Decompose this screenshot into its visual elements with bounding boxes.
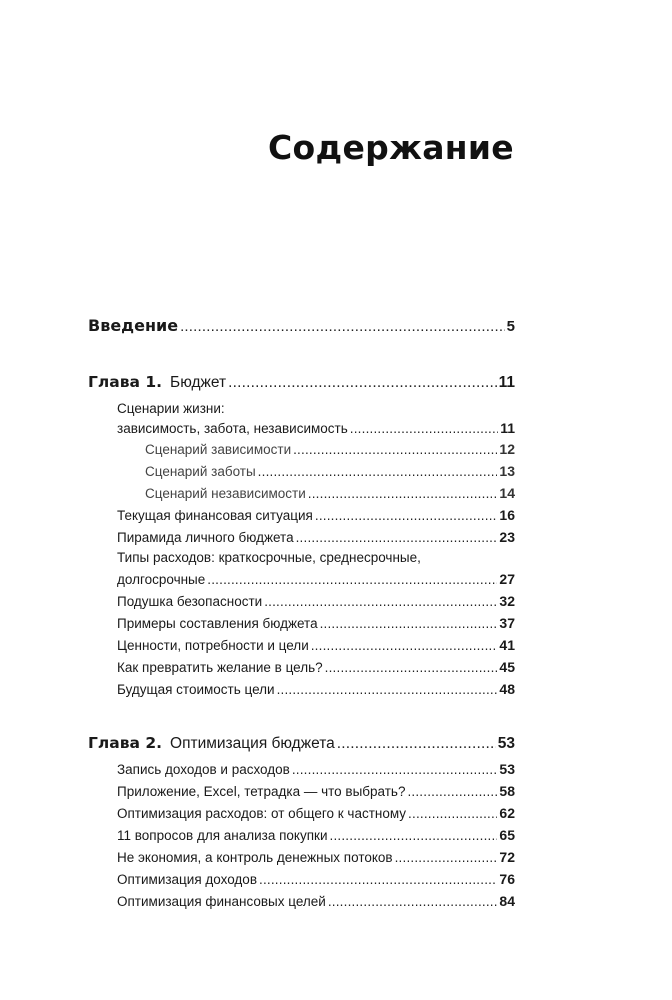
toc-entry-page: 72	[499, 849, 515, 865]
dot-leader	[407, 784, 497, 799]
toc-entry-page: 76	[499, 871, 515, 887]
toc-entry[interactable]	[117, 893, 515, 909]
toc-entry-label: Оптимизация доходов	[117, 872, 257, 887]
dot-leader	[315, 508, 498, 523]
toc-entry[interactable]	[117, 529, 515, 545]
toc-entry-label: Не экономия, а контроль денежных потоков	[117, 850, 393, 865]
dot-leader	[277, 682, 498, 697]
toc-entry-label: Текущая финансовая ситуация	[117, 508, 313, 523]
dot-leader	[328, 894, 498, 909]
toc-entry[interactable]	[117, 593, 515, 609]
toc-entry-label: долгосрочные	[117, 572, 206, 587]
toc-entry-page: 62	[499, 805, 515, 821]
toc-entry-label: Будущая стоимость цели	[117, 682, 275, 697]
toc-chapter-heading	[88, 734, 335, 753]
toc-chapter-2[interactable]	[88, 734, 515, 753]
toc-subentry[interactable]	[145, 441, 515, 457]
toc-entry[interactable]	[117, 420, 515, 436]
toc-entry-page: 37	[499, 615, 515, 631]
toc-entry-page: 58	[499, 783, 515, 799]
toc-entry-page: 13	[499, 463, 515, 479]
toc-entry-label: Ценности, потребности и цели	[117, 638, 309, 653]
toc-entry-page: 23	[499, 529, 515, 545]
toc-entry-page: 11	[498, 374, 515, 391]
toc-entry-label: зависимость, забота, независимость	[117, 421, 348, 436]
toc-chapter-heading	[88, 373, 226, 392]
chapter-title: Бюджет	[170, 374, 227, 391]
dot-leader	[337, 735, 496, 753]
toc-entry[interactable]	[117, 783, 515, 799]
dot-leader	[180, 318, 505, 335]
toc-entry[interactable]	[117, 871, 515, 887]
toc-entry-page: 65	[499, 827, 515, 843]
dot-leader	[350, 421, 498, 436]
toc-entry-page: 53	[497, 735, 515, 752]
toc-entry[interactable]	[117, 615, 515, 631]
dot-leader	[259, 872, 497, 887]
toc-entry-page: 16	[499, 507, 515, 523]
dot-leader	[325, 660, 498, 675]
toc-entry-label: Оптимизация расходов: от общего к частному	[117, 806, 407, 821]
toc-entry-label: Приложение, Excel, тетрадка — что выбрать?	[117, 784, 406, 799]
dot-leader	[311, 638, 498, 653]
dot-leader	[292, 762, 498, 777]
toc-entry[interactable]	[117, 507, 515, 523]
dot-leader	[207, 572, 497, 587]
toc-entry-page: 41	[499, 637, 515, 653]
toc-entry-label: Подушка безопасности	[117, 594, 263, 609]
toc-entry-label: Пирамида личного бюджета	[117, 530, 294, 545]
toc-entry-page: 48	[499, 681, 515, 697]
chapter-number: Глава 2.	[88, 734, 163, 752]
toc-entry-line1: Типы расходов: краткосрочные, среднесрочные,	[117, 550, 421, 565]
toc-entry-label: 11 вопросов для анализа покупки	[117, 828, 328, 843]
toc-entry-label: Примеры составления бюджета	[117, 616, 318, 631]
toc-entry[interactable]	[117, 681, 515, 697]
toc-entry[interactable]	[117, 849, 515, 865]
toc-entry-page: 53	[499, 761, 515, 777]
toc-entry[interactable]	[117, 659, 515, 675]
toc-entry-label: Сценарий заботы	[145, 464, 256, 479]
dot-leader	[296, 530, 498, 545]
toc-entry-page: 45	[499, 659, 515, 675]
dot-leader	[258, 464, 498, 479]
dot-leader	[395, 850, 498, 865]
toc-entry-page: 5	[506, 318, 515, 335]
chapter-title: Оптимизация бюджета	[170, 735, 335, 752]
dot-leader	[320, 616, 498, 631]
toc-entry-page: 11	[500, 420, 515, 436]
toc-entry-label: Как превратить желание в цель?	[117, 660, 323, 675]
dot-leader	[408, 806, 497, 821]
dot-leader	[330, 828, 498, 843]
toc-entry-label: Запись доходов и расходов	[117, 762, 290, 777]
toc-entry[interactable]	[117, 571, 515, 587]
toc-entry-label: Введение	[88, 316, 179, 335]
toc-entry-page: 12	[499, 441, 515, 457]
toc-entry[interactable]	[117, 637, 515, 653]
toc-entry-label: Оптимизация финансовых целей	[117, 894, 326, 909]
toc-entry-intro[interactable]	[88, 316, 515, 335]
toc-entry[interactable]	[117, 761, 515, 777]
toc-entry-label: Сценарий зависимости	[145, 442, 292, 457]
dot-leader	[264, 594, 497, 609]
chapter-number: Глава 1.	[88, 373, 163, 391]
dot-leader	[228, 374, 497, 392]
toc-entry[interactable]	[117, 805, 515, 821]
toc-entry-label: Сценарий независимости	[145, 486, 306, 501]
toc-subentry[interactable]	[145, 463, 515, 479]
toc-entry-page: 14	[499, 485, 515, 501]
toc-entry-page: 27	[499, 571, 515, 587]
toc-entry-line1: Сценарии жизни:	[117, 401, 225, 416]
toc-chapter-1[interactable]	[88, 373, 515, 392]
dot-leader	[293, 442, 497, 457]
toc-entry[interactable]	[117, 827, 515, 843]
dot-leader	[308, 486, 498, 501]
toc-subentry[interactable]	[145, 485, 515, 501]
toc-entry-page: 32	[499, 593, 515, 609]
page-title: Содержание	[268, 128, 514, 167]
toc-entry-page: 84	[499, 893, 515, 909]
